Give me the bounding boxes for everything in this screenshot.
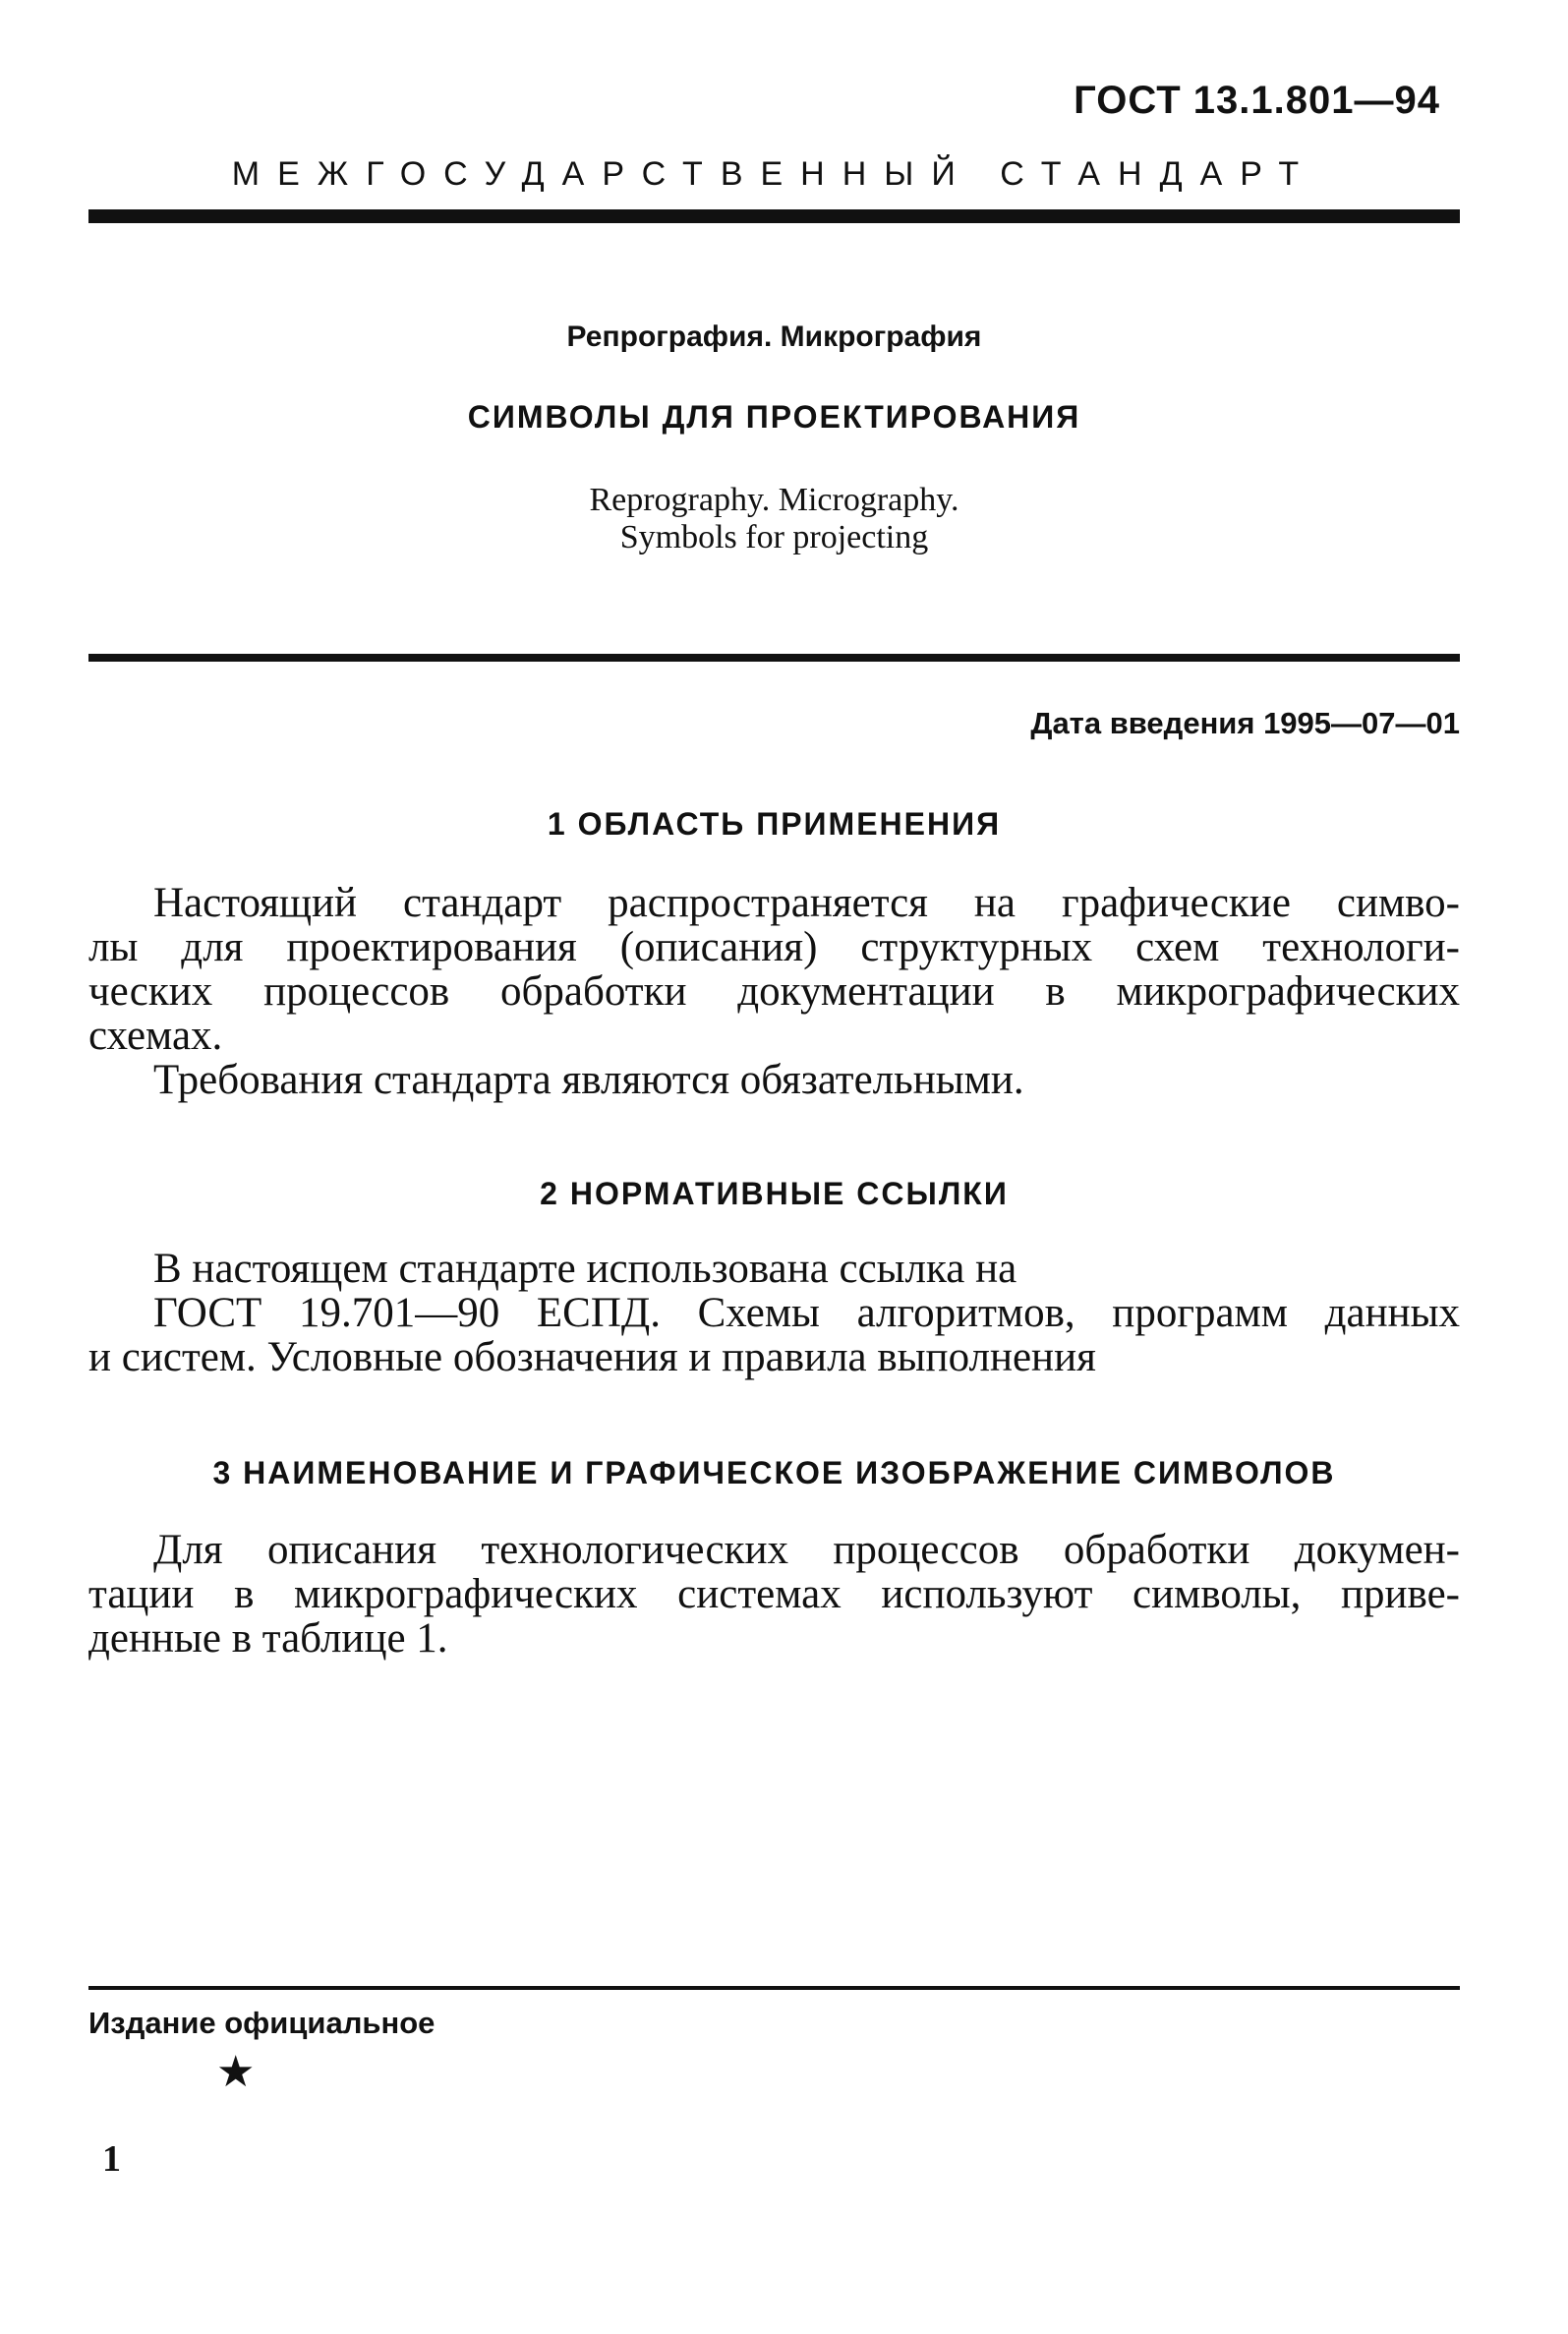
section-2-body [88, 1247, 1460, 1379]
introduction-date: Дата введения 1995—07—01 [1030, 706, 1460, 740]
gost-number: ГОСТ 13.1.801—94 [1074, 79, 1440, 122]
title-rule [88, 654, 1460, 662]
edition-label: Издание официальное [88, 2006, 436, 2040]
section-2-line: В настоящем стандарте использована ссылка на [153, 1246, 1017, 1292]
english-title-line-1: Reprography. Micrography. [589, 482, 959, 518]
section-3-line: Для описания технологических процессов обработки докумен- [153, 1527, 1460, 1573]
page-number: 1 [102, 2138, 121, 2180]
section-3-body [88, 1528, 1460, 1661]
interstate-standard-heading: МЕЖГОСУДАРСТВЕННЫЙ СТАНДАРТ [231, 155, 1317, 193]
section-1-line: ческих процессов обработки документации в микрографических [88, 968, 1460, 1015]
section-1-line: Требования стандарта являются обязательными. [153, 1057, 1024, 1103]
section-3-line: денные в таблице 1. [88, 1615, 448, 1662]
section-3-heading: 3 НАИМЕНОВАНИЕ И ГРАФИЧЕСКОЕ ИЗОБРАЖЕНИЕ СИМВОЛОВ [212, 1455, 1336, 1490]
section-2-line: ГОСТ 19.701—90 ЕСПД. Схемы алгоритмов, программ данных [153, 1290, 1460, 1336]
section-3-line: тации в микрографических системах используют символы, приве- [88, 1571, 1460, 1617]
section-1-line: Настоящий стандарт распространяется на графические симво- [153, 880, 1460, 926]
section-1-line: лы для проектирования (описания) структурных схем технологи- [88, 924, 1460, 970]
star-icon: ★ [216, 2048, 256, 2096]
english-title-line-2: Symbols for projecting [619, 519, 929, 555]
section-2-heading: 2 НОРМАТИВНЫЕ ССЫЛКИ [540, 1176, 1009, 1211]
document-subtitle: Репрография. Микрография [566, 321, 982, 353]
section-1-body [88, 881, 1460, 1102]
english-title [88, 482, 1460, 556]
section-2-line: и систем. Условные обозначения и правила выполнения [88, 1334, 1096, 1380]
section-1-heading: 1 ОБЛАСТЬ ПРИМЕНЕНИЯ [547, 806, 1002, 842]
document-title: СИМВОЛЫ ДЛЯ ПРОЕКТИРОВАНИЯ [467, 399, 1081, 435]
footer-rule [88, 1986, 1460, 1990]
header-rule [88, 209, 1460, 223]
section-1-line: схемах. [88, 1013, 223, 1059]
